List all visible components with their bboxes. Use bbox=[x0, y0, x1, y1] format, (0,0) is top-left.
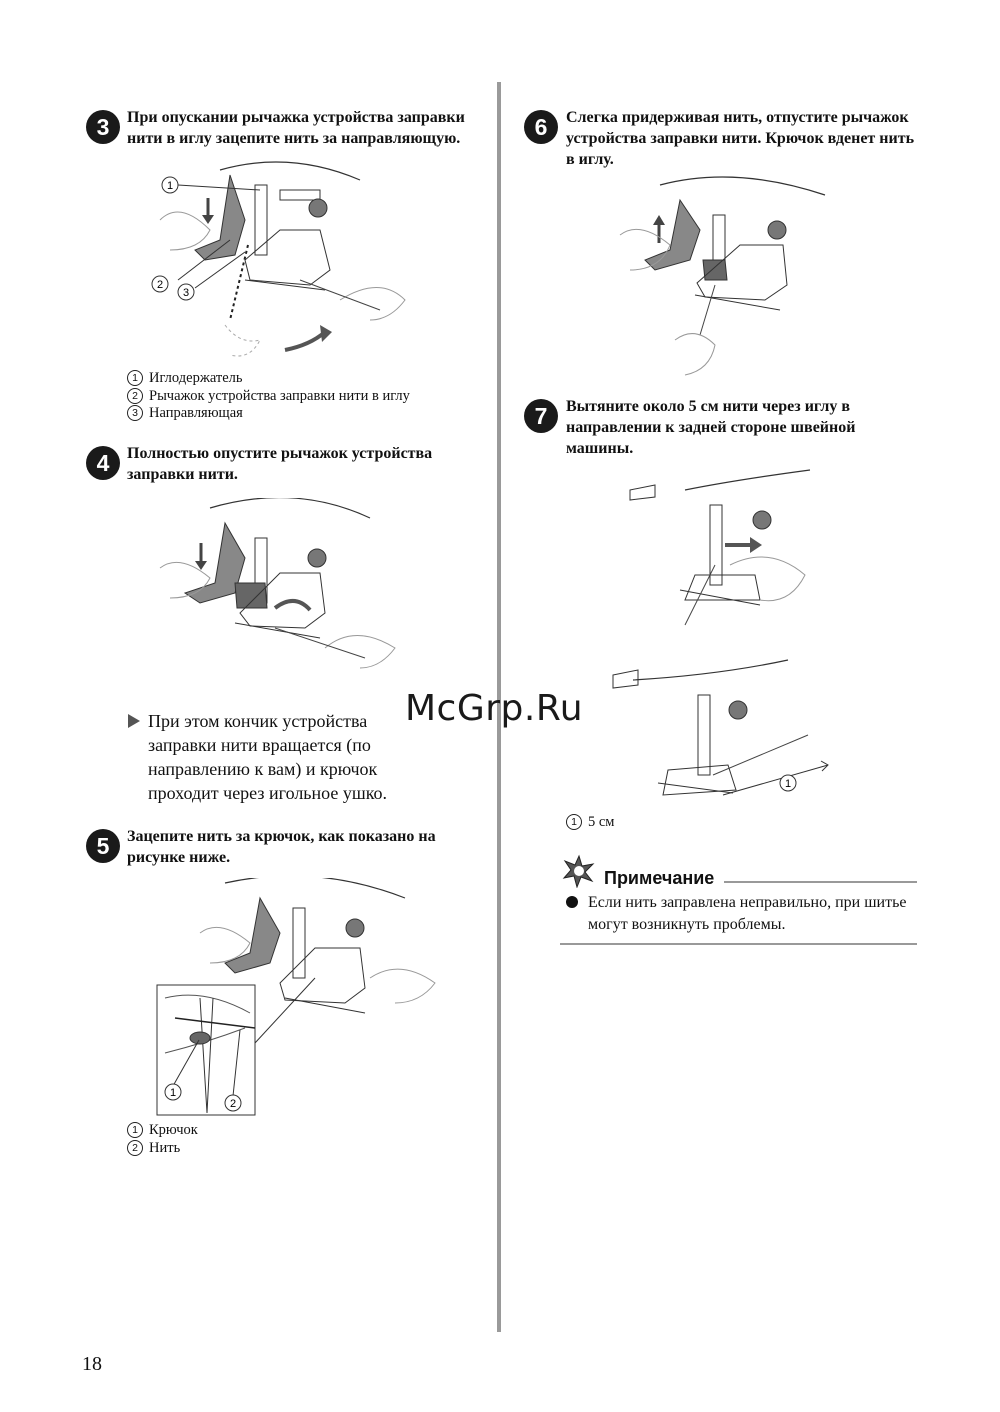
step-6-number: 6 bbox=[524, 110, 558, 144]
step-3-instruction: При опускании рычажка устройства заправки нити в иглу зацепите нить за направляющую. bbox=[127, 109, 465, 147]
step-4-number: 4 bbox=[86, 446, 120, 480]
note-title-rule bbox=[724, 881, 917, 883]
legend-item: 1 Иглодержатель bbox=[127, 370, 410, 388]
step-7-number: 7 bbox=[524, 399, 558, 433]
note-text: Если нить заправлена неправильно, при шитье могут возникнуть проблемы. bbox=[588, 894, 907, 933]
legend-item: 2 Рычажок устройства заправки нити в иглу bbox=[127, 388, 410, 406]
callout-3: 3 bbox=[182, 287, 190, 299]
bullet-icon bbox=[566, 896, 578, 908]
legend-item: 2 Нить bbox=[127, 1140, 198, 1158]
step-7-illustration-bottom bbox=[608, 655, 838, 800]
callout-1: 1 bbox=[166, 180, 174, 192]
callout-2: 2 bbox=[229, 1098, 237, 1110]
step-7-illustration-top bbox=[625, 465, 815, 630]
step-7-legend bbox=[566, 814, 615, 832]
step-6-illustration bbox=[615, 175, 830, 380]
step-5-instruction: Зацепите нить за крючок, как показано на рисунке ниже. bbox=[127, 828, 436, 866]
result-arrow-icon bbox=[128, 714, 140, 728]
step-5-number: 5 bbox=[86, 829, 120, 863]
note-bottom-rule bbox=[560, 943, 917, 945]
note-icon bbox=[562, 854, 596, 888]
step-3-number: 3 bbox=[86, 110, 120, 144]
step-3-illustration bbox=[150, 160, 420, 365]
legend-item: 1 Крючок bbox=[127, 1122, 198, 1140]
step-5-illustration bbox=[155, 878, 445, 1118]
callout-1: 1 bbox=[169, 1087, 177, 1099]
step-4-instruction: Полностью опустите рычажок устройства заправки нити. bbox=[127, 445, 433, 483]
step-7-instruction: Вытяните около 5 см нити через иглу в направлении к задней стороне швейной машины. bbox=[566, 398, 856, 457]
page-number: 18 bbox=[82, 1353, 102, 1375]
legend-item: 1 5 см bbox=[566, 814, 615, 832]
step-6-instruction: Слегка придерживая нить, отпустите рычажок устройства заправки нити. Крючок вденет нить в иглу. bbox=[566, 109, 915, 168]
callout-2: 2 bbox=[156, 279, 164, 291]
step-4-result: При этом кончик устройства заправки нити вращается (по направлению к вам) и крючок проходит через игольное ушко. bbox=[148, 711, 388, 803]
step-4-illustration bbox=[155, 498, 405, 703]
legend-item: 3 Направляющая bbox=[127, 405, 410, 423]
callout-1: 1 bbox=[784, 778, 792, 790]
note-title: Примечание bbox=[604, 868, 715, 888]
step-5-legend bbox=[127, 1122, 198, 1157]
watermark: McGrp.Ru bbox=[405, 688, 584, 729]
step-3-legend bbox=[127, 370, 410, 423]
